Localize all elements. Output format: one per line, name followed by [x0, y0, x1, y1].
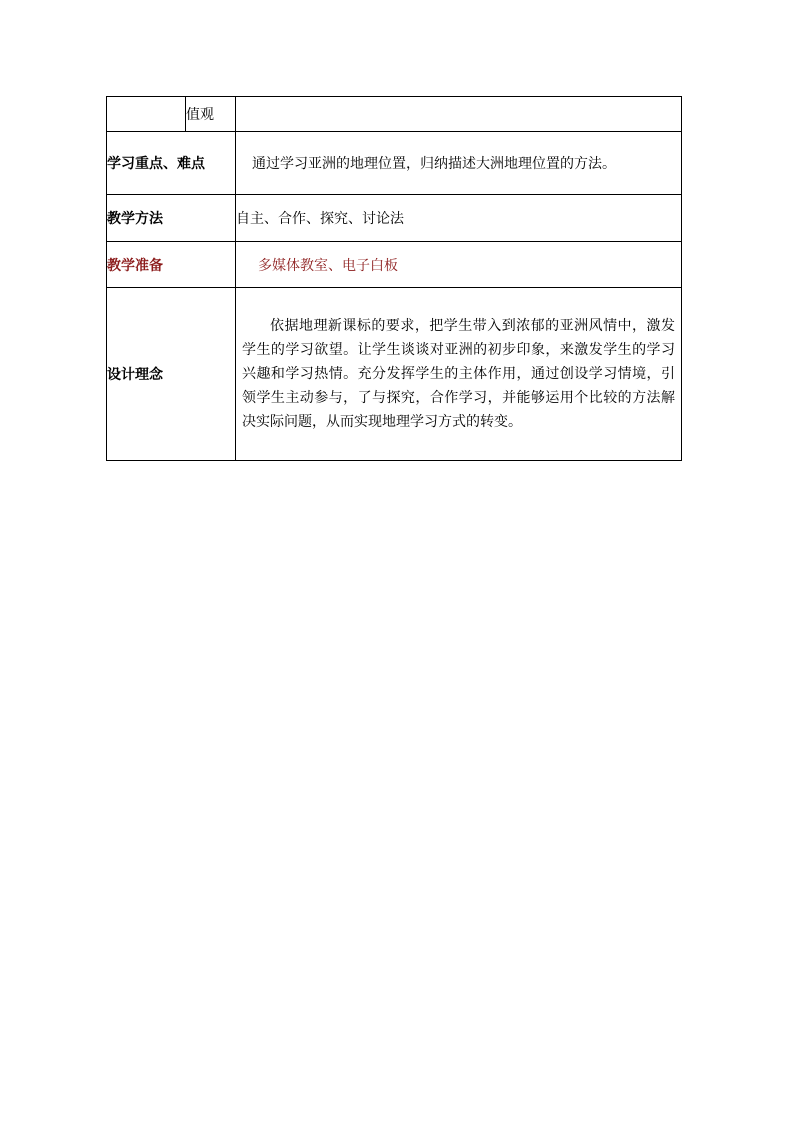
design-paragraph: 依据地理新课标的要求，把学生带入到浓郁的亚洲风情中，激发学生的学习欲望。让学生谈谈对亚洲的初步印象，来激发学生的学习兴趣和学习热情。充分发挥学生的主体作用，通过创设学习情境，引领学生主动参与，了与探究，合作学习，并能够运用个比较的方法解决实际问题，从而实现地理学习方式的转变。: [242, 318, 675, 430]
prep-label: 教学准备: [107, 242, 236, 288]
focus-content: 通过学习亚洲的地理位置，归纳描述大洲地理位置的方法。: [236, 132, 682, 195]
table-row-prep: [107, 242, 682, 288]
table-row-focus: [107, 132, 682, 195]
focus-label: 学习重点、难点: [107, 132, 236, 195]
design-label: 设计理念: [107, 288, 236, 461]
table-row-design: [107, 288, 682, 461]
values-content-cell: [236, 97, 682, 132]
values-sub-label: 值观: [186, 97, 236, 132]
values-label-cell: [107, 97, 186, 132]
design-content-cell: [236, 288, 682, 461]
prep-content: 多媒体教室、电子白板: [236, 242, 682, 288]
lesson-plan-table: [106, 96, 682, 461]
table-row-values: [107, 97, 682, 132]
table-row-method: [107, 195, 682, 242]
method-label: 教学方法: [107, 195, 236, 242]
method-content: 自主、合作、探究、讨论法: [236, 195, 682, 242]
